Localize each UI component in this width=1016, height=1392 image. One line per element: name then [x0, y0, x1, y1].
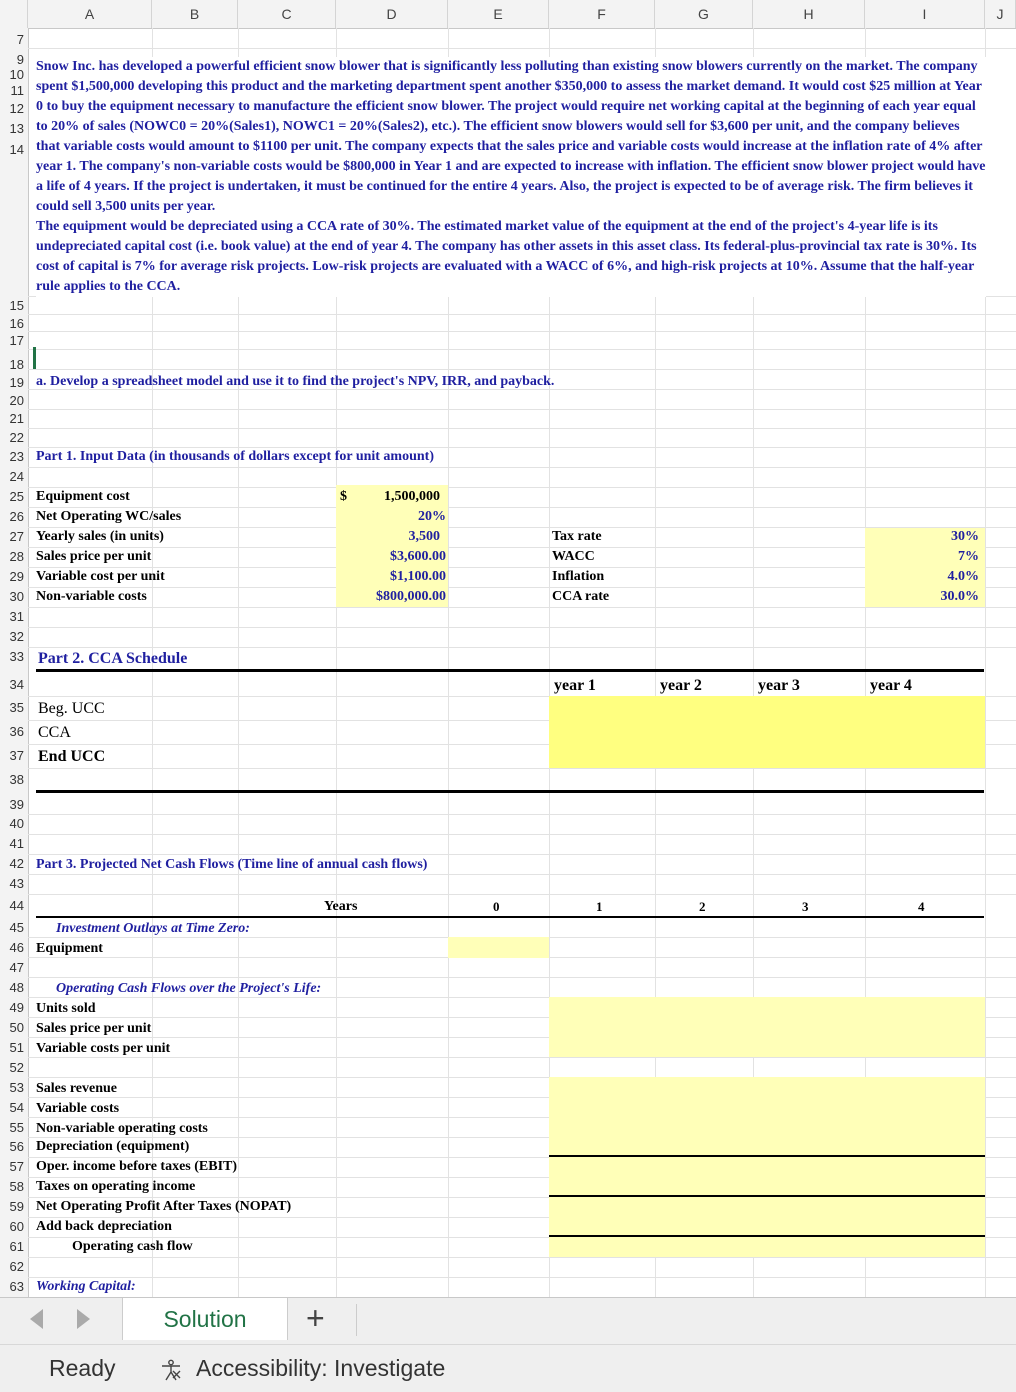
column-header-c[interactable]: C	[238, 0, 336, 28]
row-header[interactable]: 43	[9, 876, 24, 891]
cca-row-beg-ucc: Beg. UCC	[38, 700, 105, 717]
column-header-f[interactable]: F	[549, 0, 655, 28]
grid-row-line	[28, 874, 1016, 875]
item-ebit: Oper. income before taxes (EBIT)	[36, 1159, 238, 1174]
row-header[interactable]: 24	[9, 469, 24, 484]
problem-paragraph-2: The equipment would be depreciated using a CCA rate of 30%. The estimated market value of the equipment at the end of the project's 4-year life is its undepreciated capital cost (i.e. book value) at the end of year 4. The company has other assets in this asset class. Its federal-plus-provincial tax rate is 30%. Its cost of capital is 7% for average risk projects. Low-risk projects are evaluated with a WACC of 6%, and high-risk projects at 10%. Assume that the half-year rule applies to the CCA.	[36, 217, 986, 297]
column-header-d[interactable]: D	[336, 0, 448, 28]
grid-row-line	[28, 768, 1016, 769]
row-header[interactable]: 46	[9, 940, 24, 955]
income-statement-highlight	[549, 1077, 985, 1257]
prev-sheet-arrow-icon[interactable]	[30, 1309, 43, 1329]
investment-header: Investment Outlays at Time Zero:	[56, 921, 250, 936]
row-header[interactable]: 58	[9, 1179, 24, 1194]
ebit-rule	[549, 1155, 985, 1157]
row-header[interactable]: 15	[9, 298, 24, 313]
input-label-nowc: Net Operating WC/sales	[36, 509, 182, 524]
row-header[interactable]: 47	[9, 960, 24, 975]
row-header[interactable]: 23	[9, 449, 24, 464]
item-operating-cash-flow: Operating cash flow	[72, 1239, 193, 1254]
timeline-year-3: 3	[802, 899, 809, 914]
input-value-price[interactable]: $3,600.00	[390, 549, 446, 564]
row-header[interactable]: 36	[9, 724, 24, 739]
equipment-label: Equipment	[36, 941, 103, 956]
rate-value-tax[interactable]: 30%	[951, 529, 979, 544]
grid-row-line	[28, 487, 1016, 488]
cca-row-cca: CCA	[38, 724, 71, 741]
rate-label-wacc: WACC	[552, 549, 595, 564]
timeline-year-4: 4	[918, 899, 925, 914]
column-header-g[interactable]: G	[655, 0, 753, 28]
input-label-units: Yearly sales (in units)	[36, 529, 164, 544]
grid-row-line	[28, 834, 1016, 835]
row-header[interactable]: 25	[9, 489, 24, 504]
input-value-varcost[interactable]: $1,100.00	[390, 569, 446, 584]
active-cell-indicator	[33, 347, 36, 369]
equipment-input-highlight	[448, 937, 549, 958]
status-ready: Ready	[49, 1355, 116, 1381]
row-header[interactable]: 14	[9, 142, 24, 157]
grid-row-line	[28, 1257, 1016, 1258]
row-header[interactable]: 45	[9, 920, 24, 935]
grid-row-line	[28, 507, 1016, 508]
working-capital-header: Working Capital:	[36, 1279, 136, 1294]
rate-label-inflation: Inflation	[552, 569, 605, 584]
row-header[interactable]: 57	[9, 1159, 24, 1174]
row-header[interactable]: 50	[9, 1020, 24, 1035]
row-header[interactable]: 16	[9, 316, 24, 331]
row-header[interactable]: 11	[10, 83, 24, 98]
timeline-year-0: 0	[493, 899, 500, 914]
input-label-equipment: Equipment cost	[36, 489, 130, 504]
row-header[interactable]: 18	[9, 357, 24, 372]
item-sales-revenue: Sales revenue	[36, 1081, 118, 1096]
grid-row-line	[28, 647, 1016, 648]
item-variable-costs-per-unit: Variable costs per unit	[36, 1041, 171, 1056]
grid-row-line	[28, 814, 1016, 815]
column-header-h[interactable]: H	[753, 0, 865, 28]
row-header[interactable]: 37	[9, 748, 24, 763]
column-header-e[interactable]: E	[448, 0, 549, 28]
problem-statement	[36, 57, 986, 297]
rate-value-cca[interactable]: 30.0%	[940, 589, 979, 604]
row-header[interactable]: 48	[9, 980, 24, 995]
grid-row-line	[28, 854, 1016, 855]
item-variable-costs: Variable costs	[36, 1101, 120, 1116]
item-depreciation: Depreciation (equipment)	[36, 1139, 190, 1154]
part2-top-rule	[36, 669, 984, 672]
item-taxes: Taxes on operating income	[36, 1179, 196, 1194]
cca-year-4: year 4	[870, 677, 912, 694]
item-sales-price: Sales price per unit	[36, 1021, 152, 1036]
part3-title: Part 3. Projected Net Cash Flows (Time line of annual cash flows)	[36, 857, 428, 872]
row-header[interactable]: 41	[9, 836, 24, 851]
row-header[interactable]: 51	[9, 1040, 24, 1055]
grid-row-line	[28, 977, 1016, 978]
input-label-price: Sales price per unit	[36, 549, 152, 564]
row-header[interactable]: 62	[9, 1259, 24, 1274]
row-header[interactable]: 10	[9, 67, 24, 82]
row-header[interactable]: 44	[9, 898, 24, 913]
row-header[interactable]: 56	[9, 1139, 24, 1154]
row-header[interactable]: 7	[16, 32, 24, 47]
tab-separator	[356, 1304, 357, 1336]
row-header[interactable]: 22	[9, 430, 24, 445]
column-header-b[interactable]: B	[152, 0, 238, 28]
question-a: a. Develop a spreadsheet model and use it to find the project's NPV, IRR, and payback.	[36, 374, 555, 389]
grid-row-line	[28, 369, 1016, 370]
column-header-i[interactable]: I	[865, 0, 985, 28]
sheet-tab-bar	[0, 1297, 1016, 1344]
operating-header: Operating Cash Flows over the Project's Life:	[56, 981, 322, 996]
input-value-units[interactable]: 3,500	[408, 529, 440, 544]
cca-year-3: year 3	[758, 677, 800, 694]
part1-title: Part 1. Input Data (in thousands of dollars except for unit amount)	[36, 449, 434, 464]
row-header[interactable]: 55	[9, 1120, 24, 1135]
row-header[interactable]: 63	[9, 1279, 24, 1294]
add-sheet-button[interactable]: +	[306, 1300, 325, 1336]
item-add-back-depreciation: Add back depreciation	[36, 1219, 172, 1234]
years-label: Years	[324, 899, 358, 914]
grid-row-line	[28, 467, 1016, 468]
row-header[interactable]: 28	[9, 549, 24, 564]
item-nonvariable-costs: Non-variable operating costs	[36, 1121, 208, 1136]
currency-symbol: $	[340, 489, 347, 504]
grid-row-line	[28, 1277, 1016, 1278]
row-header[interactable]: 17	[9, 333, 24, 348]
grid-row-line	[28, 331, 1016, 332]
grid-row-line	[28, 447, 1016, 448]
column-header-j[interactable]: J	[985, 0, 1016, 28]
part2-title: Part 2. CCA Schedule	[38, 650, 188, 667]
row-header[interactable]: 52	[9, 1060, 24, 1075]
input-value-nonvar[interactable]: $800,000.00	[376, 589, 446, 604]
units-price-cost-highlight	[549, 997, 985, 1057]
cca-schedule-highlight	[549, 696, 985, 768]
grid-row-line	[28, 428, 1016, 429]
row-header[interactable]: 27	[9, 529, 24, 544]
grid-row-line	[28, 627, 1016, 628]
problem-paragraph-1: Snow Inc. has developed a powerful efficient snow blower that is significantly less polluting than existing snow blowers currently on the market. The company spent $1,500,000 developing this product and the marketing department spent another $350,000 to assess the market demand. It would cost $25 million at Year 0 to buy the equipment necessary to manufacture the efficient snow blower. The project would require net working capital at the beginning of each year equal to 20% of sales (NOWC0 = 20%(Sales1), NOWC1 = 20%(Sales2), etc.). The efficient snow blowers would sell for $3,600 per unit, and the company believes that variable costs would amount to $1100 per unit. The company expects that the sales price and variable costs would increase at the inflation rate of 4% after year 1. The company's non-variable costs would be $800,000 in Year 1 and are expected to increase with inflation. The efficient snow blower project would have a life of 4 years. If the project is undertaken, it must be continued for the entire 4 years. Also, the project is expected to be of average risk. The firm believes it could sell 3,500 units per year.	[36, 57, 986, 217]
timeline-year-2: 2	[699, 899, 706, 914]
rate-label-tax: Tax rate	[552, 529, 602, 544]
row-header[interactable]: 53	[9, 1080, 24, 1095]
accessibility-icon[interactable]	[160, 1359, 182, 1381]
row-header[interactable]: 42	[9, 856, 24, 871]
row-header[interactable]: 26	[9, 509, 24, 524]
row-header[interactable]: 38	[9, 772, 24, 787]
select-all-corner[interactable]	[0, 0, 28, 28]
row-header[interactable]: 12	[9, 101, 24, 116]
input-label-nonvar: Non-variable costs	[36, 589, 147, 604]
row-header[interactable]: 60	[9, 1219, 24, 1234]
row-header[interactable]: 33	[9, 649, 24, 664]
item-nopat: Net Operating Profit After Taxes (NOPAT)	[36, 1199, 292, 1214]
row-header[interactable]: 49	[9, 1000, 24, 1015]
row-header[interactable]: 29	[9, 569, 24, 584]
row-header[interactable]: 30	[9, 589, 24, 604]
row-header[interactable]: 21	[9, 411, 24, 426]
row-header[interactable]: 20	[9, 393, 24, 408]
row-header[interactable]: 31	[9, 609, 24, 624]
grid-row-line	[28, 894, 1016, 895]
next-sheet-arrow-icon[interactable]	[77, 1309, 90, 1329]
column-header-a[interactable]: A	[28, 0, 152, 28]
grid-row-line	[28, 314, 1016, 315]
cca-row-end-ucc: End UCC	[38, 748, 106, 765]
timeline-rule	[36, 916, 984, 918]
ocf-rule	[549, 1235, 985, 1237]
row-header[interactable]: 9	[16, 52, 24, 67]
row-header[interactable]: 61	[9, 1239, 24, 1254]
row-header[interactable]: 59	[9, 1199, 24, 1214]
input-value-nowc[interactable]: 20%	[418, 509, 446, 524]
cca-year-2: year 2	[660, 677, 702, 694]
status-accessibility[interactable]: Accessibility: Investigate	[196, 1355, 446, 1381]
rate-value-wacc[interactable]: 7%	[958, 549, 979, 564]
row-header[interactable]: 40	[9, 816, 24, 831]
row-header[interactable]: 13	[9, 121, 24, 136]
rate-value-inflation[interactable]: 4.0%	[947, 569, 979, 584]
cca-year-1: year 1	[554, 677, 596, 694]
grid-row-line	[28, 1057, 1016, 1058]
grid-row-line	[28, 48, 1016, 49]
nopat-rule	[549, 1195, 985, 1197]
row-header[interactable]: 19	[9, 375, 24, 390]
sheet-tab-solution[interactable]: Solution	[122, 1298, 288, 1340]
rate-label-cca: CCA rate	[552, 589, 610, 604]
part2-bottom-rule	[36, 790, 984, 793]
status-bar	[0, 1344, 1016, 1392]
input-label-varcost: Variable cost per unit	[36, 569, 165, 584]
timeline-year-1: 1	[596, 899, 603, 914]
row-header[interactable]: 39	[9, 797, 24, 812]
row-header[interactable]: 32	[9, 629, 24, 644]
column-header-bar	[0, 0, 1016, 29]
row-header[interactable]: 54	[9, 1100, 24, 1115]
row-header[interactable]: 34	[9, 677, 24, 692]
row-header[interactable]: 35	[9, 700, 24, 715]
grid-row-line	[28, 607, 1016, 608]
input-value-equipment[interactable]: 1,500,000	[384, 489, 440, 504]
item-units-sold: Units sold	[36, 1001, 96, 1016]
grid-row-line	[28, 409, 1016, 410]
grid-row-line	[28, 349, 1016, 350]
